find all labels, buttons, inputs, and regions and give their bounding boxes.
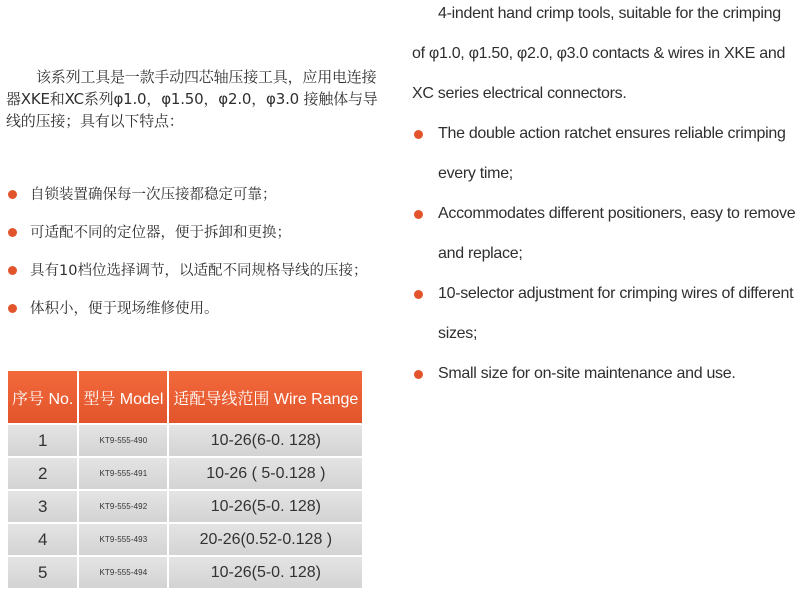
bullet-dot-icon bbox=[414, 130, 423, 139]
cn-feature-text: 自锁装置确保每一次压接都稳定可靠； bbox=[30, 187, 277, 203]
cn-intro-paragraph: 该系列工具是一款手动四芯轴压接工具，应用电连接器XKE和XC系列φ1.0，φ1.50，φ2.0，φ3.0 接触体与导线的压接；具有以下特点： bbox=[6, 68, 378, 130]
header-model: 型号 Model bbox=[79, 371, 167, 423]
bullet-dot-icon bbox=[8, 228, 17, 237]
cell-model: KT9-555-492 bbox=[79, 491, 167, 522]
bullet-dot-icon bbox=[414, 290, 423, 299]
bullet-dot-icon bbox=[8, 304, 17, 313]
en-feature-text: 10-selector adjustment for crimping wires of different sizes; bbox=[438, 285, 794, 342]
cell-model: KT9-555-491 bbox=[79, 458, 167, 489]
cell-wire-range: 10-26(5-0. 128) bbox=[169, 491, 362, 522]
table-row bbox=[8, 524, 362, 555]
en-intro-paragraph: 4-indent hand crimp tools, suitable for the crimping of φ1.0, φ1.50, φ2.0, φ3.0 contacts & wires in XKE and XC series electrical connectors. bbox=[412, 5, 786, 102]
en-feature-text: Accommodates different positioners, easy to remove and replace; bbox=[438, 205, 796, 262]
en-column bbox=[412, 0, 796, 394]
table-row bbox=[8, 458, 362, 489]
table-header-row bbox=[8, 371, 362, 423]
en-feature-text: The double action ratchet ensures reliable crimping every time; bbox=[438, 125, 786, 182]
en-feature-item bbox=[412, 274, 796, 354]
cell-model: KT9-555-490 bbox=[79, 425, 167, 456]
table-row bbox=[8, 425, 362, 456]
cell-wire-range: 10-26(5-0. 128) bbox=[169, 557, 362, 588]
cn-feature-text: 具有10档位选择调节，以适配不同规格导线的压接； bbox=[30, 263, 368, 279]
en-feature-text: Small size for on-site maintenance and use. bbox=[438, 365, 736, 382]
cell-no: 2 bbox=[8, 458, 77, 489]
table-row bbox=[8, 557, 362, 588]
en-feature-item bbox=[412, 354, 796, 394]
cell-wire-range: 10-26(6-0. 128) bbox=[169, 425, 362, 456]
cell-no: 5 bbox=[8, 557, 77, 588]
bullet-dot-icon bbox=[414, 210, 423, 219]
cell-no: 1 bbox=[8, 425, 77, 456]
cn-feature-text: 可适配不同的定位器，便于拆卸和更换； bbox=[30, 225, 291, 241]
cell-no: 3 bbox=[8, 491, 77, 522]
en-feature-item bbox=[412, 194, 796, 274]
cell-model: KT9-555-494 bbox=[79, 557, 167, 588]
cn-feature-text: 体积小，便于现场维修使用。 bbox=[30, 301, 219, 317]
cell-model: KT9-555-493 bbox=[79, 524, 167, 555]
cell-no: 4 bbox=[8, 524, 77, 555]
header-wire-range: 适配导线范围 Wire Range bbox=[169, 371, 362, 423]
bullet-dot-icon bbox=[8, 266, 17, 275]
en-feature-list bbox=[412, 114, 796, 394]
wire-range-table bbox=[6, 369, 364, 590]
bullet-dot-icon bbox=[8, 190, 17, 199]
cn-feature-item bbox=[6, 260, 386, 298]
cell-wire-range: 10-26 ( 5-0.128 ) bbox=[169, 458, 362, 489]
bullet-dot-icon bbox=[414, 370, 423, 379]
header-no: 序号 No. bbox=[8, 371, 77, 423]
en-feature-item bbox=[412, 114, 796, 194]
cn-feature-item bbox=[6, 222, 386, 260]
cell-wire-range: 20-26(0.52-0.128 ) bbox=[169, 524, 362, 555]
cn-feature-list bbox=[6, 184, 386, 336]
cn-feature-item bbox=[6, 184, 386, 222]
cn-feature-item bbox=[6, 298, 386, 336]
table-row bbox=[8, 491, 362, 522]
